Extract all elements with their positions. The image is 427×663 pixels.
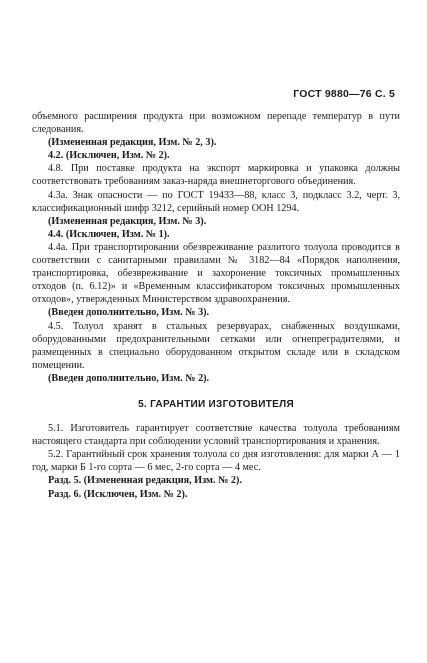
clause-4-3a: 4.3а. Знак опасности — по ГОСТ 19433—88, класс 3, подкласс 3.2, черт. 3, классификационный шифр 3212, серийный номер ООН 1294. — [32, 189, 400, 214]
amendment-note: (Введен дополнительно, Изм. № 2). — [48, 372, 210, 384]
amendment-note: (Введен дополнительно, Изм. № 3). — [48, 307, 210, 319]
amendment-note: (Измененная редакция, Изм. № 3). — [48, 215, 207, 227]
section-6-note: Разд. 6. (Исключен, Изм. № 2). — [48, 488, 188, 500]
body-text — [32, 110, 400, 501]
clause-4-8: 4.8. При поставке продукта на экспорт маркировка и упаковка должны соответствовать требованиям заказ-наряда внешнеторгового объединения. — [32, 163, 400, 188]
paragraph-continuation: объемного расширения продукта при возможном перепаде температур в пути следования. — [32, 111, 400, 136]
section-5-note: Разд. 5. (Измененная редакция, Изм. № 2). — [48, 475, 242, 487]
page-header: ГОСТ 9880—76 С. 5 — [293, 88, 395, 100]
amendment-note: (Измененная редакция, Изм. № 2, 3). — [48, 137, 217, 149]
clause-4-5: 4.5. Толуол хранят в стальных резервуарах, снабженных воздушками, оборудованными предохранительными сетками или огнепреградителями, и размещенных в специально оборудованном открытом складе или в складском помещении. — [32, 320, 400, 371]
clause-4-2: 4.2. (Исключен, Изм. № 2). — [48, 150, 170, 162]
section-title: 5. ГАРАНТИИ ИЗГОТОВИТЕЛЯ — [138, 398, 294, 410]
clause-5-1: 5.1. Изготовитель гарантирует соответствие качества толуола требованиям настоящего стандарта при соблюдении условий транспортирования и хранения. — [32, 423, 400, 448]
clause-4-4a: 4.4а. При транспортировании обезвреживание разлитого толуола проводится в соответствии с санитарными правилами № 3182—84 «Порядок наполнения, транспортировка, обезвреживание и захоронение токсичных промышленных отходов (п. 6.12)» и «Временным классификатором токсичных промышленных отходов», утвержденных Министерством здравоохранения. — [32, 241, 400, 306]
clause-5-2: 5.2. Гарантийный срок хранения толуола со дня изготовления: для марки А — 1 год, марки Б 1-го сорта — 6 мес, 2-го сорта — 4 мес. — [32, 449, 400, 474]
clause-4-4: 4.4. (Исключен, Изм. № 1). — [48, 228, 170, 240]
